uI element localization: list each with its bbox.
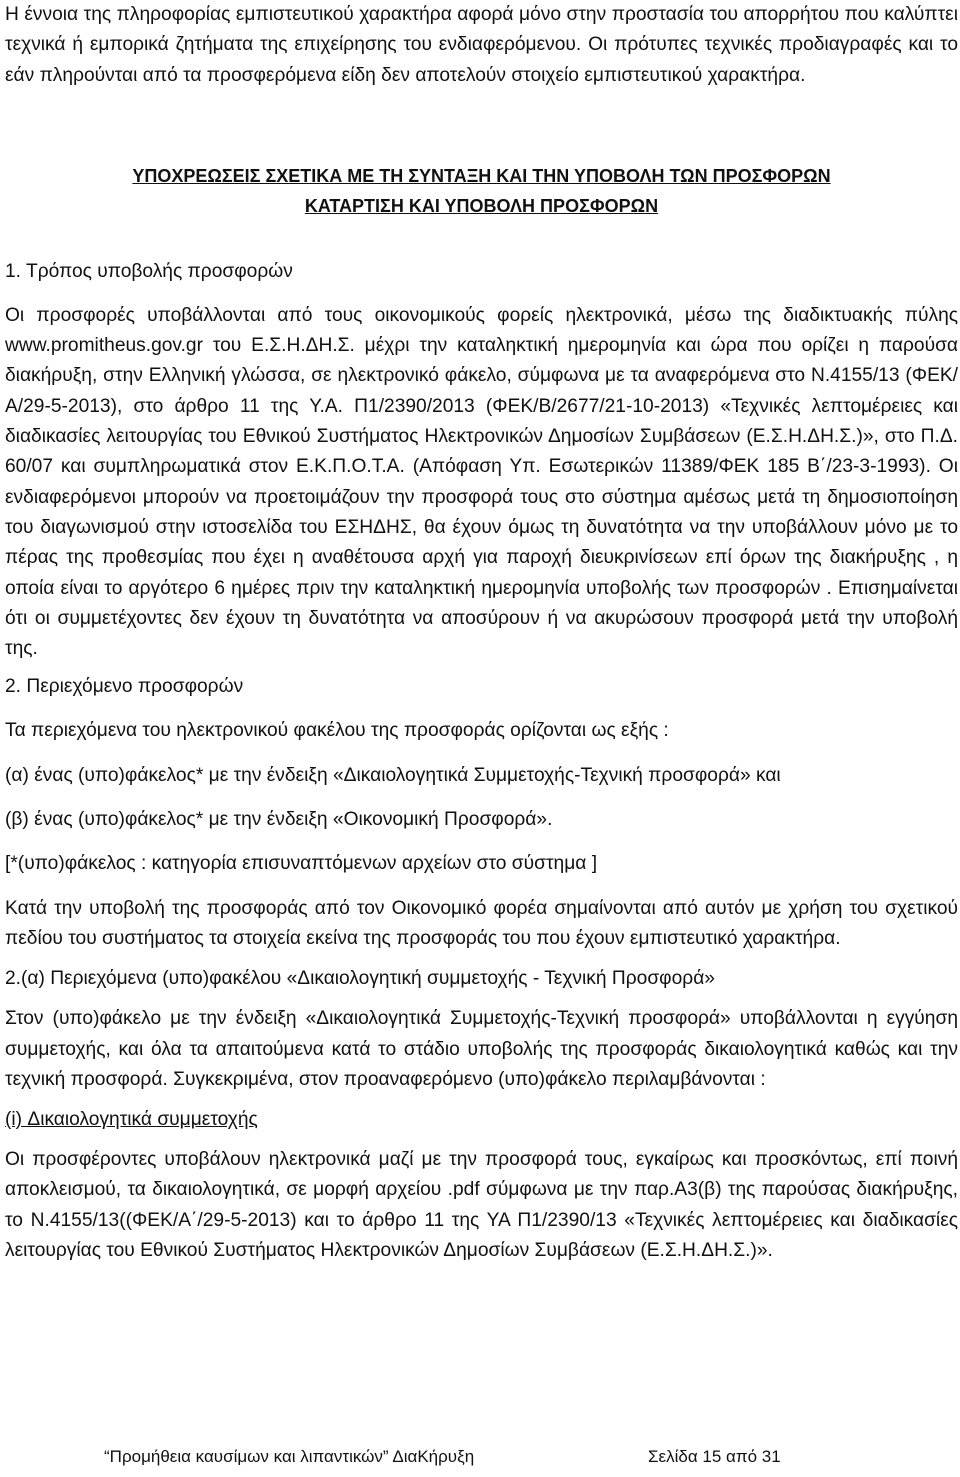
section2-title: 2. Περιεχόμενο προσφορών xyxy=(5,676,244,698)
section2a-i-title: (i) Δικαιολογητικά συμμετοχής xyxy=(5,1109,258,1131)
section2-line: [*(υπο)φάκελος : κατηγορία επισυναπτόμενων αρχείων στο σύστημα ] xyxy=(5,853,598,875)
section-heading-sub: ΚΑΤΑΡΤΙΣΗ ΚΑΙ ΥΠΟΒΟΛΗ ΠΡΟΣΦΟΡΩΝ xyxy=(304,195,659,216)
section2-line: (α) ένας (υπο)φάκελος* με την ένδειξη «Δικαιολογητικά Συμμετοχής-Τεχνική προσφορά» και xyxy=(5,764,781,786)
section2-paragraph: Κατά την υποβολή της προσφοράς από τον Οικονομικό φορέα σημαίνονται από αυτόν με χρήση του σχετικού πεδίου του συστήματος τα στοιχεία εκείνα της προσφοράς του που έχουν εμπιστευτικό χαρακτήρα. xyxy=(5,897,958,949)
section-heading-main: ΥΠΟΧΡΕΩΣΕΙΣ ΣΧΕΤΙΚΑ ΜΕ ΤΗ ΣΥΝΤΑΞΗ ΚΑΙ ΤΗΝ ΥΠΟΒΟΛΗ ΤΩΝ ΠΡΟΣΦΟΡΩΝ xyxy=(132,165,831,186)
section2a-i-body: Οι προσφέροντες υποβάλουν ηλεκτρονικά μαζί με την προσφορά τους, εγκαίρως και προσκόντως, επί ποινή αποκλεισμού, τα δικαιολογητικά, σε μορφή αρχείου .pdf σύμφωνα με την παρ.Α3(β) της παρούσας διακήρυξης, το Ν.4155/13((ΦΕΚ/Α΄/29-5-2013) και το άρθρο 11 της ΥΑ Π1/2390/13 «Τεχνικές λεπτομέρειες και διαδικασίες λειτουργίας του Εθνικού Συστήματος Ηλεκτρονικών Δημοσίων Συμβάσεων (Ε.Σ.Η.ΔΗ.Σ.)». xyxy=(5,1149,958,1262)
document-page xyxy=(5,0,958,1266)
section1-title: 1. Τρόπος υποβολής προσφορών xyxy=(5,260,293,282)
section2a-body: Στον (υπο)φάκελο με την ένδειξη «Δικαιολογητικά Συμμετοχής-Τεχνική προσφορά» υποβάλλονται η εγγύηση συμμετοχής, και όλα τα απαιτούμενα κατά το στάδιο υποβολής της προσφοράς δικαιολογητικά καθώς και την τεχνική προσφορά. Συγκεκριμένα, στον προαναφερόμενο (υπο)φάκελο περιλαμβάνονται : xyxy=(5,1008,958,1090)
section2-line: Τα περιεχόμενα του ηλεκτρονικού φακέλου της προσφοράς ορίζονται ως εξής : xyxy=(5,720,669,742)
section2-line: (β) ένας (υπο)φάκελος* με την ένδειξη «Οικονομική Προσφορά». xyxy=(5,809,553,831)
section1-body: Οι προσφορές υποβάλλονται από τους οικονομικούς φορείς ηλεκτρονικά, μέσω της διαδικτυακής πύλης www.promitheus.gov.gr του Ε.Σ.Η.ΔΗ.Σ. μέχρι την καταληκτική ημερομηνία και ώρα που ορίζει η παρούσα διακήρυξη, στην Ελληνική γλώσσα, σε ηλεκτρονικό φάκελο, σύμφωνα με τα αναφερόμενα στο Ν.4155/13 (ΦΕΚ/Α/29-5-2013), στο άρθρο 11 της Υ.Α. Π1/2390/2013 (ΦΕΚ/Β/2677/21-10-2013) «Τεχνικές λεπτομέρειες και διαδικασίες λειτουργίας του Εθνικού Συστήματος Ηλεκτρονικών Δημοσίων Συμβάσεων (Ε.Σ.Η.ΔΗ.Σ.)», στο Π.Δ. 60/07 και συμπληρωματικά στον Ε.Κ.Π.Ο.Τ.Α. (Απόφαση Υπ. Εσωτερικών 11389/ΦΕΚ 185 Β΄/23-3-1993). Οι ενδιαφερόμενοι μπορούν να προετοιμάζουν την προσφορά τους στο σύστημα αμέσως μετά τη δημοσιοποίηση του διαγωνισμού στην ιστοσελίδα του ΕΣΗΔΗΣ, θα έχουν όμως τη δυνατότητα να την υποβάλλουν μόνο με το πέρας της προθεσμίας που έχει η αναθέτουσα αρχή για παροχή διευκρινίσεων επί όρων της διακήρυξης , η οποία είναι το αργότερο 6 ημέρες πριν την καταληκτική ημερομηνία υποβολής των προσφορών . Επισημαίνεται ότι οι συμμετέχοντες δεν έχουν τη δυνατότητα να αποσύρουν ή να ακυρώσουν προσφορά μετά την υποβολή της. xyxy=(5,304,958,660)
intro-paragraph: Η έννοια της πληροφορίας εμπιστευτικού χαρακτήρα αφορά μόνο στην προστασία του απορρήτου που καλύπτει τεχνικά ή εμπορικά ζητήματα της επιχείρησης του ενδιαφερόμενου. Οι πρότυπες τεχνικές προδιαγραφές και το εάν πληρούνται από τα προσφερόμενα είδη δεν αποτελούν στοιχείο εμπιστευτικού χαρακτήρα. xyxy=(5,4,958,86)
section2a-title: 2.(α) Περιεχόμενα (υπο)φακέλου «Δικαιολογητική συμμετοχής - Τεχνική Προσφορά» xyxy=(5,968,715,990)
footer-page-number: Σελίδα 15 από 31 xyxy=(648,1447,781,1466)
footer-title: “Προμήθεια καυσίμων και λιπαντικών” ΔιαΚήρυξη xyxy=(104,1447,475,1466)
